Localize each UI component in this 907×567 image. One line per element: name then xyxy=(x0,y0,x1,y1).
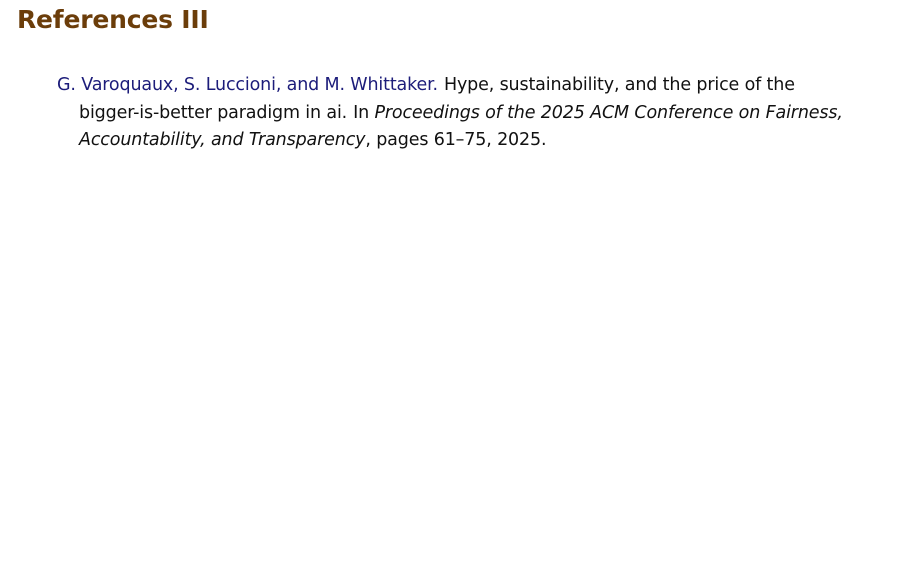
reference-authors: G. Varoquaux, S. Luccioni, and M. Whittaker. xyxy=(57,75,438,95)
frame-title: References III xyxy=(17,5,209,34)
reference-title: Hype, sustainability, and the price of the bigger-is-better paradigm in ai. xyxy=(79,75,795,123)
reference-in-prefix: In xyxy=(353,102,375,123)
reference-details: , pages 61–75, 2025. xyxy=(365,130,547,150)
bibliography-list xyxy=(57,72,857,155)
bibliography-entry xyxy=(57,72,857,155)
reference-venue: Proceedings of the 2025 ACM Conference on Fairness, Accountability, and Transparency xyxy=(79,102,843,150)
